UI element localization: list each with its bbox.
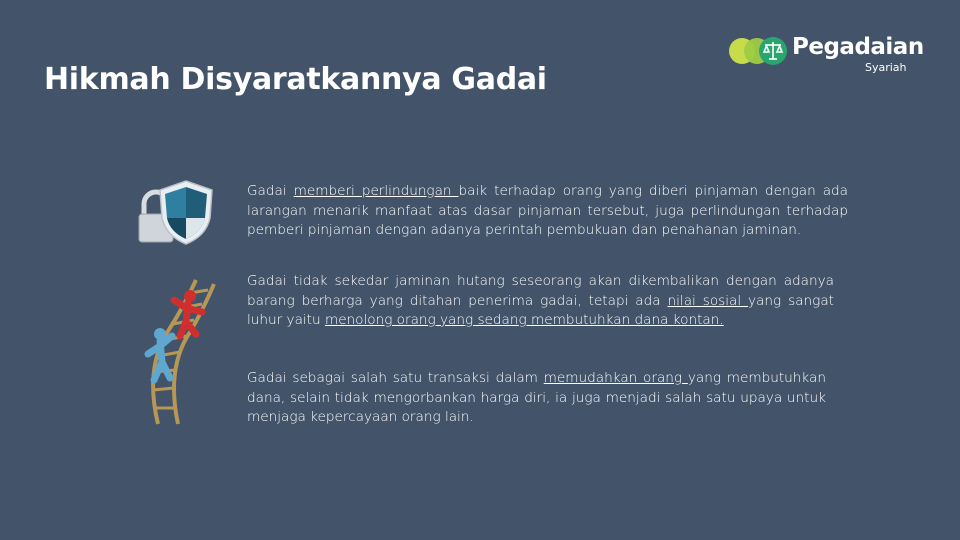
shield-lock-icon	[136, 178, 216, 248]
paragraph-3-underline: memudahkan orang	[543, 370, 688, 386]
paragraph-3-text-a: Gadai sebagai salah satu transaksi dalam	[247, 370, 544, 386]
paragraph-1-text-a: Gadai	[247, 183, 294, 199]
pegadaian-syariah-logo	[728, 34, 928, 78]
paragraph-2	[247, 272, 834, 331]
paragraph-1-text-c: baik terhadap orang yang diberi pinjaman dengan ada larangan menarik manfaat atas dasar pinjaman tersebut, juga perlindungan terhadap pemberi pinjaman dengan adanya perintah pembukuan dan penahanan jaminan.	[247, 183, 849, 238]
paragraph-1	[247, 182, 848, 241]
paragraph-3	[247, 369, 826, 428]
logo-name: Pegadaian	[792, 34, 924, 60]
paragraph-2-underline-2: menolong orang yang sedang membutuhkan dana kontan.	[324, 312, 724, 328]
paragraph-1-underline: memberi perlindungan	[293, 183, 459, 199]
logo-subtitle: Syariah	[865, 61, 907, 74]
page-title: Hikmah Disyaratkannya Gadai	[44, 62, 547, 97]
paragraph-2-underline-1: nilai sosial	[667, 292, 749, 309]
climbing-people-icon	[136, 276, 216, 426]
paragraph-3-text-c: yang membutuhkan dana, selain tidak mengorbankan harga diri, ia juga menjadi salah satu upaya untuk menjaga kepercayaan orang lain.	[247, 370, 826, 425]
logo-circles-icon	[728, 36, 790, 66]
paragraph-2-text-a: Gadai tidak sekedar jaminan hutang seseorang akan dikembalikan dengan adanya barang berharga yang ditahan penerima gadai, tetapi ada	[247, 273, 834, 309]
paragraph-2-text-c: yang sangat luhur yaitu	[247, 292, 834, 328]
